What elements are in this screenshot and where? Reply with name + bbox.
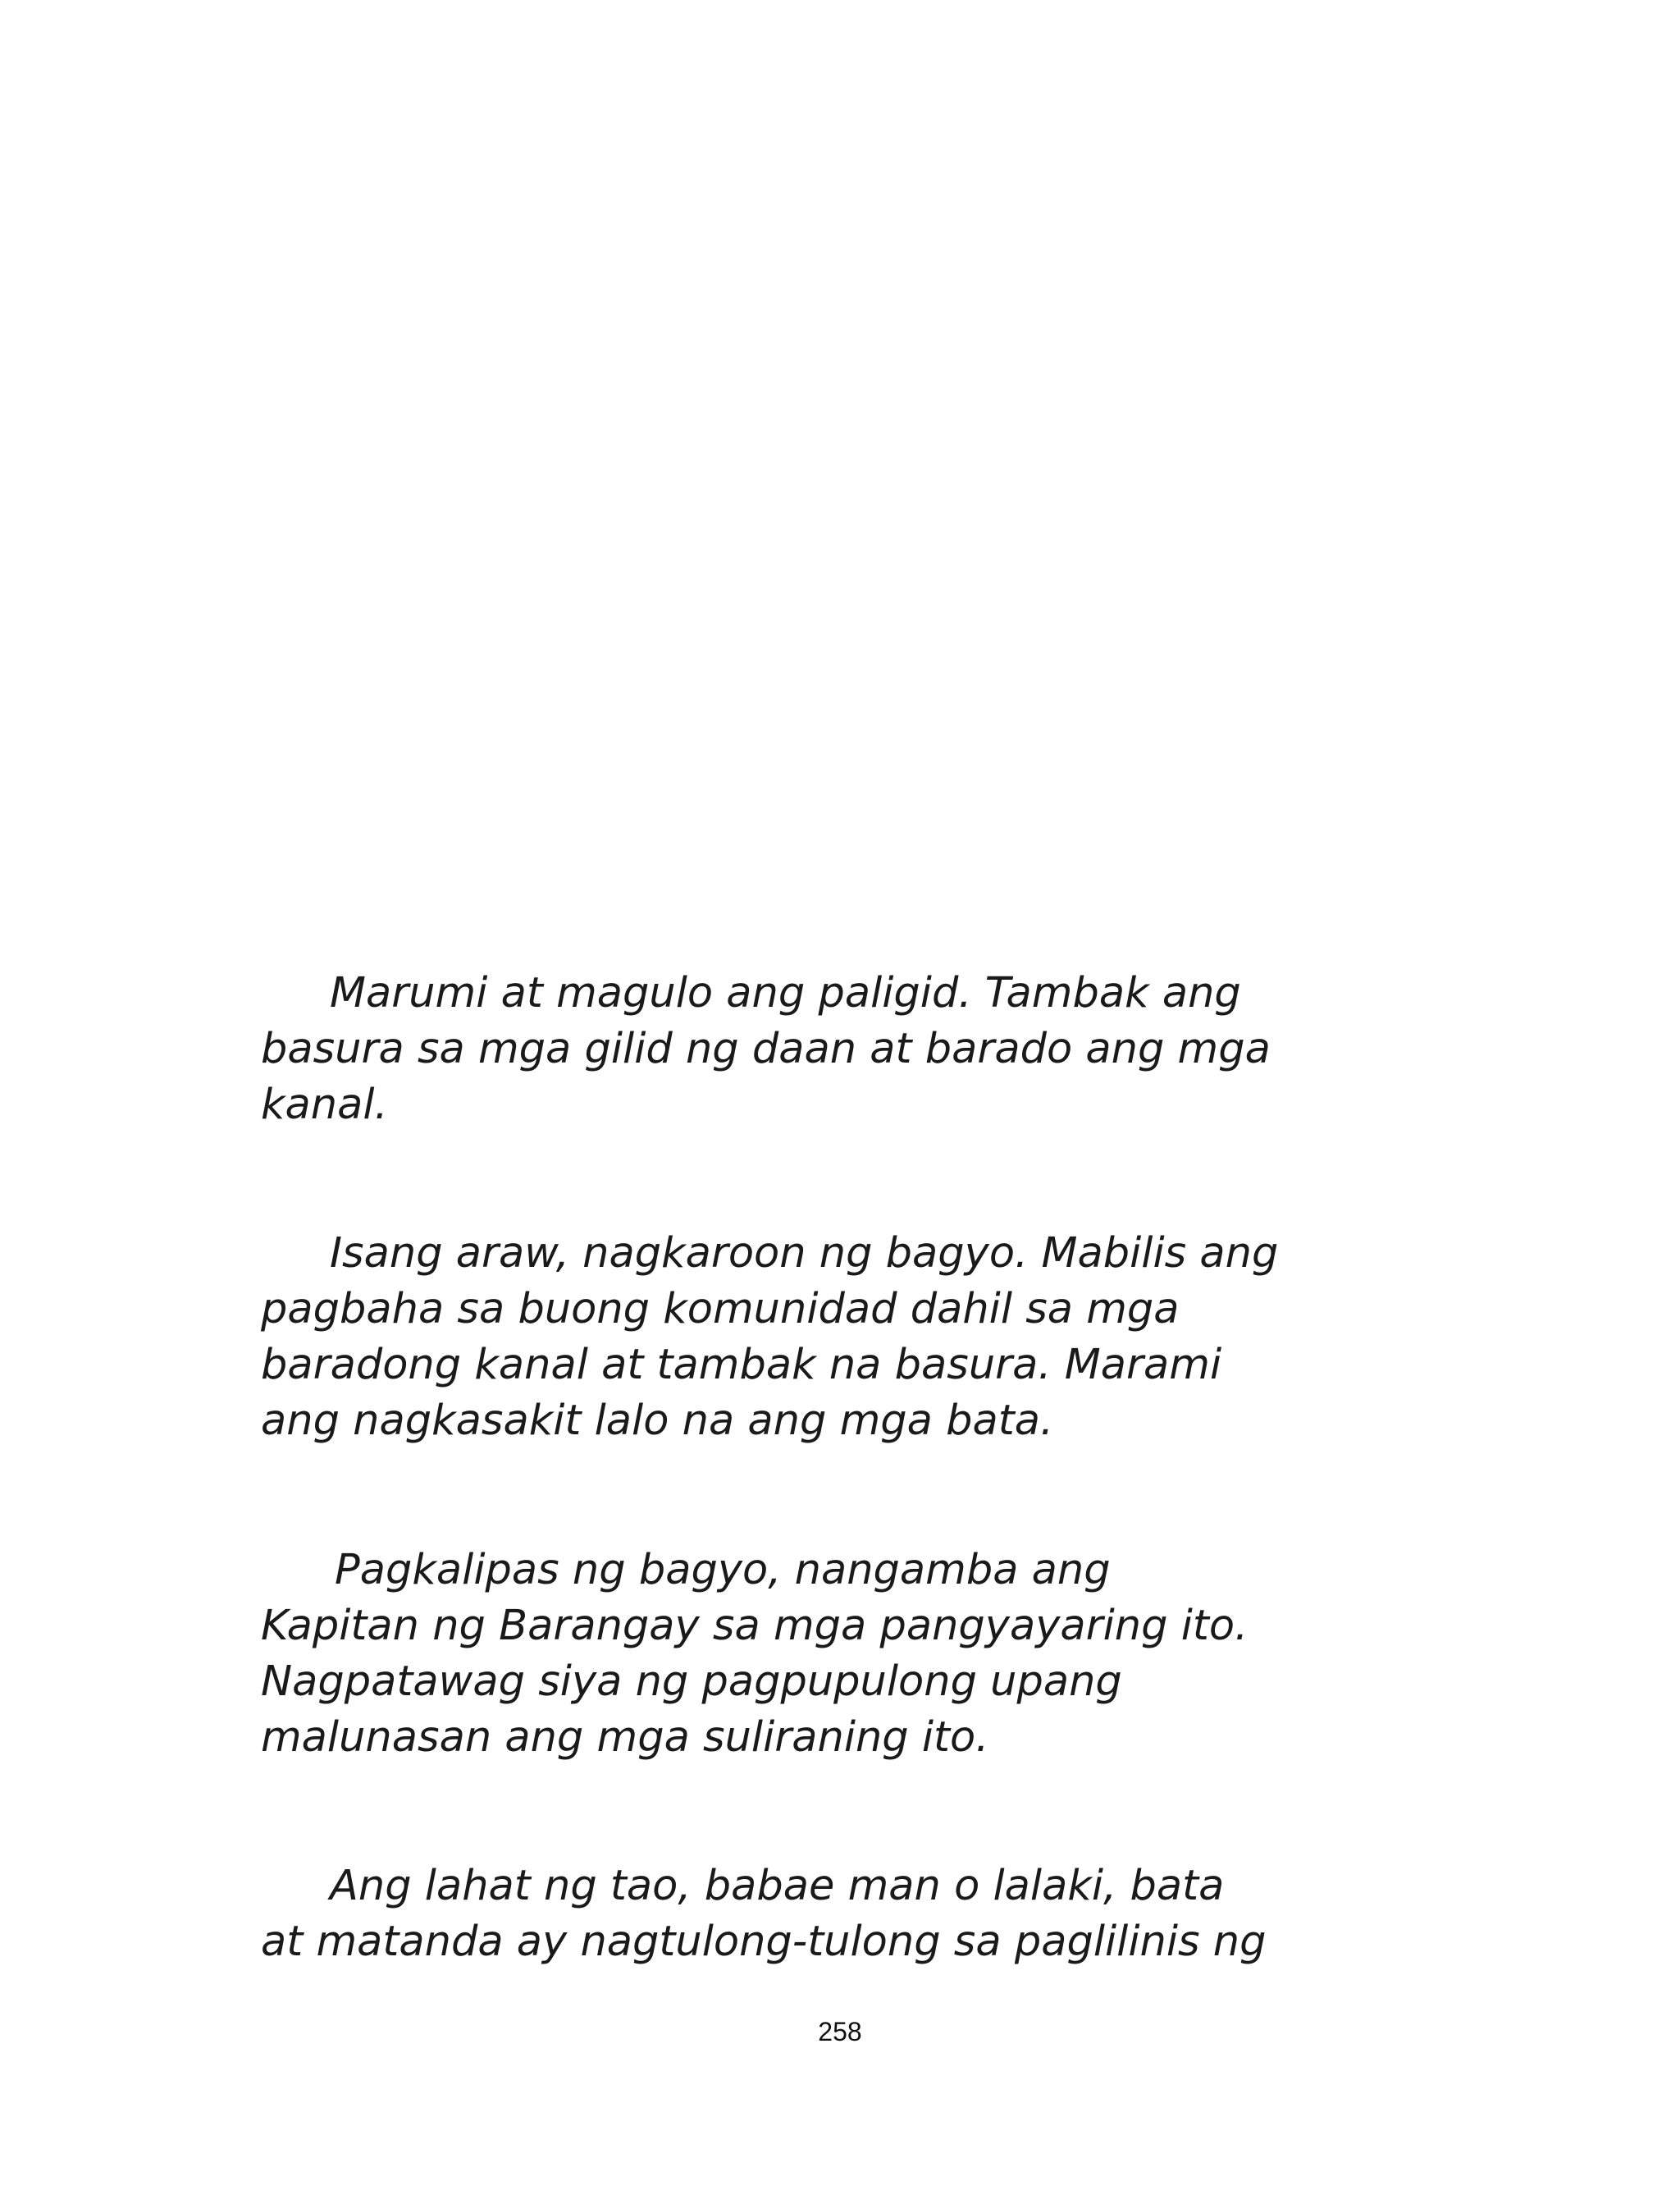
paragraph-1-line-3: kanal. (261, 1081, 388, 1129)
paragraph-4-line-2: at matanda ay nagtulong-tulong sa paglilinis ng (261, 1918, 1267, 1966)
page-number: 258 (818, 2017, 862, 2046)
paragraph-3-line-4: malunasan ang mga suliraning ito. (261, 1713, 989, 1762)
paragraph-4-line-1: Ang lahat ng tao, babae man o lalaki, bata (330, 1862, 1225, 1910)
paragraph-3-line-1: Pagkalipas ng bagyo, nangamba ang (335, 1546, 1111, 1594)
paragraph-3-line-2: Kapitan ng Barangay sa mga pangyayaring ito. (261, 1602, 1249, 1650)
paragraph-2-line-3: baradong kanal at tambak na basura. Marami (261, 1341, 1222, 1389)
paragraph-1-line-2: basura sa mga gilid ng daan at barado ang mga (261, 1025, 1271, 1073)
paragraph-2-line-4: ang nagkasakit lalo na ang mga bata. (261, 1397, 1054, 1445)
paragraph-2-line-1: Isang araw, nagkaroon ng bagyo. Mabilis ang (330, 1229, 1279, 1278)
paragraph-2-line-2: pagbaha sa buong komunidad dahil sa mga (261, 1285, 1180, 1333)
paragraph-1-line-1: Marumi at magulo ang paligid. Tambak ang (330, 969, 1241, 1017)
paragraph-3-line-3: Nagpatawag siya ng pagpupulong upang (261, 1657, 1122, 1706)
